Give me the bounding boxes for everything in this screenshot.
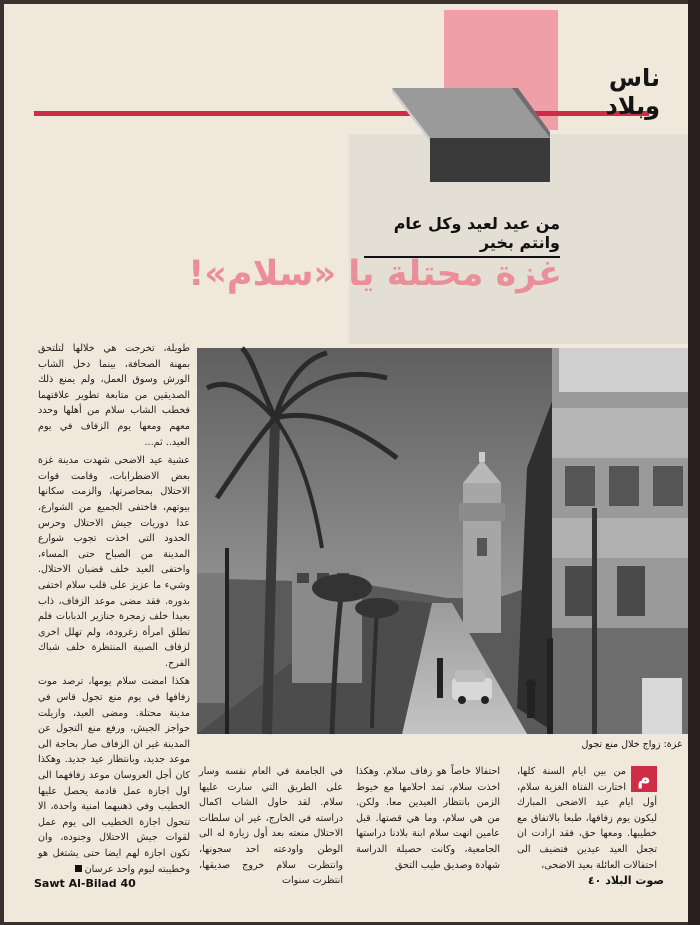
- section-title: ناس وبلاد: [605, 64, 660, 120]
- magazine-page: [4, 4, 688, 922]
- footer-page-label-en: Sawt Al-Bilad 40: [34, 877, 136, 890]
- text-column-1: [517, 764, 657, 874]
- photo-caption: غزة: زواج خلال منع تجول: [581, 739, 682, 750]
- text-column-2: احتفالا خاصاً هو زفاف سلام. وهكذا اخذت سلام، تمد احلامها مع خيوط الزمن بانتظار العيدين معا. ولكن. من هي سلام، وما هي قصتها. قبل عامين انهت سلام ابنة بلادنا دراستها الجامعية، وكانت حصيلة الدراسة شهادة وصديق طيب التحق: [356, 766, 500, 871]
- end-of-article-icon: [75, 865, 82, 872]
- left-paragraph-3-text: هكذا امضت سلام يومها، ترصد موت زفافها في يوم منع تجول قاس في مدينة محتلة. ومضى العيد، وازيلت حواجز الجيش، ورفع منع التجول عن المدينة غير ان الزفاف صار بحاجة الى موعد جديد، وبانتظار عيد جديد. وهكذا كان أجل العروسان موعد زفافهما الى اول اجازة عمل قادمة يحصل عليها الخطيب وفي ذهنيهما امنية واحدة، الا تتحول اجازة الخطيب الى يوم عمل لقوات جيش الاحتلال وجنوده، وان تكون اجازة لهم ايضا حتى يشتغل هو وخطيبته ليوم واحد عرسان: [38, 676, 190, 875]
- column-1-text: من بين ايام السنة كلها، اختارت الفتاة الغزية سلام، أول ايام عيد الاضحى المبارك ليكون يوم زفافها، طبعا بالاتفاق مع خطيبها. ومعها حق، فقد ارادت ان تجعل العيد عيدين فتضيف الى احتفالات العائلة بعيد الاضحى،: [517, 766, 657, 871]
- footer-page-label-ar: صوت البلاد ٤٠: [587, 874, 664, 887]
- left-paragraph-3: [38, 674, 190, 877]
- left-paragraph-2: عشية عيد الاضحى شهدت مدينة غزة بعض الاضطرابات، وقامت قوات الاحتلال بمحاصرتها، والزمت سكانها بيوتهم، فاختفى الجميع من الشوارع، عدا دوريات جيش الاحتلال وحرس الحدود التي اخذت تجوب شوارع المدينة من الصباح حتى المساء، واختفى العيد خلف قضبان الاحتلال. وشيء ما عزيز على قلب سلام اختفى بدوره. فقد مضى موعد الزفاف، ذاب بعيدا خلف زمجرة جنازير الدبابات فلم تطلق امرأة زغرودة، ولم تهلل اخرى لزفاف الصبية المنتظرة خلف شباك الفرح.: [38, 455, 190, 669]
- geometric-ornament-icon: [392, 82, 562, 188]
- article-photo: [197, 348, 691, 734]
- page-edge-shadow: [688, 0, 700, 925]
- article-subtitle: من عيد لعيد وكل عام وانتم بخير: [364, 214, 560, 258]
- left-text-column: [38, 341, 190, 881]
- left-paragraph-1: طويلة، تخرجت هي خلالها لتلتحق بمهنة الصحافة، بينما دخل الشاب الورش وسوق العمل، ولم يمنع ذلك الصديقين من متابعة تطوير علاقتهما فخطب الشاب سلام من أهلها وحدد معهم ومعها يوم الزفاف في يوم العيد.. ثم...: [38, 343, 190, 448]
- dropcap: م: [631, 766, 657, 792]
- article-headline: غزة محتلة يا «سلام»!: [188, 254, 562, 294]
- text-column-3: في الجامعة في العام نفسه وسار على الطريق التي سارت عليها سلام. لقد حاول الشاب اكمال دراسته في الخارج، غير ان سلطات الاحتلال منعته بعد أول زيارة له الى الوطن واودعته احد سجونها، وانتظرت سلام خروج صديقها، انتظرت سنوات: [199, 766, 343, 887]
